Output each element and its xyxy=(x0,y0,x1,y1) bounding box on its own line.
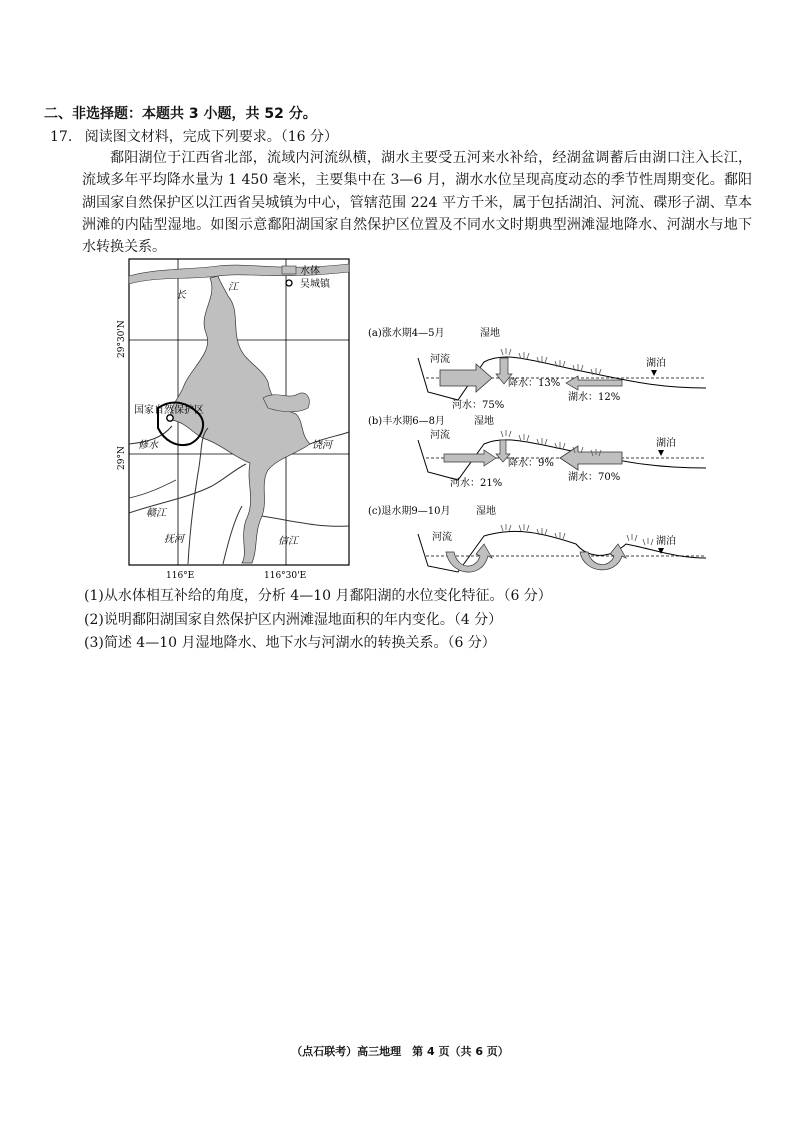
question-prompt: 阅读图文材料，完成下列要求。（16 分） xyxy=(84,129,338,145)
legend-town-symbol xyxy=(286,280,292,286)
subquestion-1: (1)从水体相互补给的角度，分析 4—10 月鄱阳湖的水位变化特征。（6 分） xyxy=(84,588,552,604)
panel-b-river-label: 河流 xyxy=(430,430,450,441)
question-number: 17. xyxy=(50,129,73,145)
panel-b xyxy=(368,414,706,489)
panel-c-river-label: 河流 xyxy=(432,532,452,543)
panel-c-title: (c)退水期9—10月 xyxy=(368,506,451,517)
panel-c-lake-label: 湖泊 xyxy=(656,536,676,547)
panel-c-grass xyxy=(501,524,653,545)
panel-a-title: (a)涨水期4—5月 xyxy=(368,328,445,339)
lon-label-11630: 116°30'E xyxy=(264,571,307,581)
lat-label-29: 29°N xyxy=(117,446,127,470)
question-header xyxy=(50,126,338,146)
panel-b-title: (b)丰水期6—8月 xyxy=(368,416,445,427)
label-gan-river: 赣江 xyxy=(146,508,166,519)
panel-a-rain-pct: 降水：13% xyxy=(508,378,561,389)
panel-a-lake-pct: 湖水：12% xyxy=(568,392,621,403)
label-chang: 长 xyxy=(176,290,186,301)
panel-b-river-pct: 河水：21% xyxy=(450,478,503,489)
label-xiu-river: 修水 xyxy=(138,440,158,451)
legend-town-label: 吴城镇 xyxy=(300,279,330,290)
panel-c-lake-exchange-arrow xyxy=(580,544,626,570)
legend-water-swatch xyxy=(282,266,296,274)
panel-b-lake-label: 湖泊 xyxy=(656,438,676,449)
panel-b-lake-level-mark xyxy=(658,450,664,456)
legend-water-label: 水体 xyxy=(300,266,320,277)
label-reserve: 国家自然保护区 xyxy=(134,405,204,416)
panel-a-wetland: 湿地 xyxy=(480,328,500,339)
hydrology-diagram xyxy=(366,322,726,582)
label-jiang: 江 xyxy=(228,282,238,293)
panel-b-lake-arrow xyxy=(560,446,622,470)
page-footer: （点石联考）高三地理 第 4 页（共 6 页） xyxy=(291,1045,509,1058)
label-rao-river: 饶河 xyxy=(312,440,332,451)
panel-c-lake-level-mark xyxy=(658,548,664,554)
panel-c-wetland: 湿地 xyxy=(476,506,496,517)
subquestion-3: (3)简述 4—10 月湿地降水、地下水与河湖水的转换关系。（6 分） xyxy=(84,635,496,651)
panel-a-river-pct: 河水：75% xyxy=(452,400,505,411)
panel-a-river-label: 河流 xyxy=(430,354,450,365)
label-fu-river: 抚河 xyxy=(164,534,184,545)
panel-b-rain-pct: 降水：9% xyxy=(508,458,554,469)
label-xin-river: 信江 xyxy=(278,536,298,547)
question-passage xyxy=(82,147,752,258)
panel-a-grass xyxy=(501,348,601,375)
panel-b-wetland: 湿地 xyxy=(474,416,494,427)
panel-b-lake-pct: 湖水：70% xyxy=(568,472,621,483)
panel-c-river-exchange-arrow xyxy=(446,544,492,572)
poyang-lake-map xyxy=(117,258,350,583)
passage-text: 鄱阳湖位于江西省北部，流域内河流纵横，湖水主要受五河来水补给，经湖盆调蓄后由湖口注入长江，流域多年平均降水量为 1 450 毫米，主要集中在 3—6 月，湖水水位呈现高度动态的季节性周期变化。鄱阳湖国家自然保护区以江西省吴城镇为中心，管辖范围 224 平方千米，属于包括湖泊、河流、碟形子湖、草本洲滩的内陆型湿地。如图示意鄱阳湖国家自然保护区位置及不同水文时期典型洲滩湿地降水、河湖水与地下水转换关系。 xyxy=(82,150,752,256)
lon-label-116: 116°E xyxy=(166,571,195,581)
panel-c xyxy=(368,504,706,572)
panel-a xyxy=(368,326,706,411)
panel-a-lake-level-mark xyxy=(651,370,657,376)
section-heading: 二、非选择题：本题共 3 小题，共 52 分。 xyxy=(44,106,317,122)
subquestion-2: (2)说明鄱阳湖国家自然保护区内洲滩湿地面积的年内变化。（4 分） xyxy=(84,612,503,628)
panel-a-lake-label: 湖泊 xyxy=(646,358,666,369)
lat-label-2930: 29°30'N xyxy=(117,320,127,358)
